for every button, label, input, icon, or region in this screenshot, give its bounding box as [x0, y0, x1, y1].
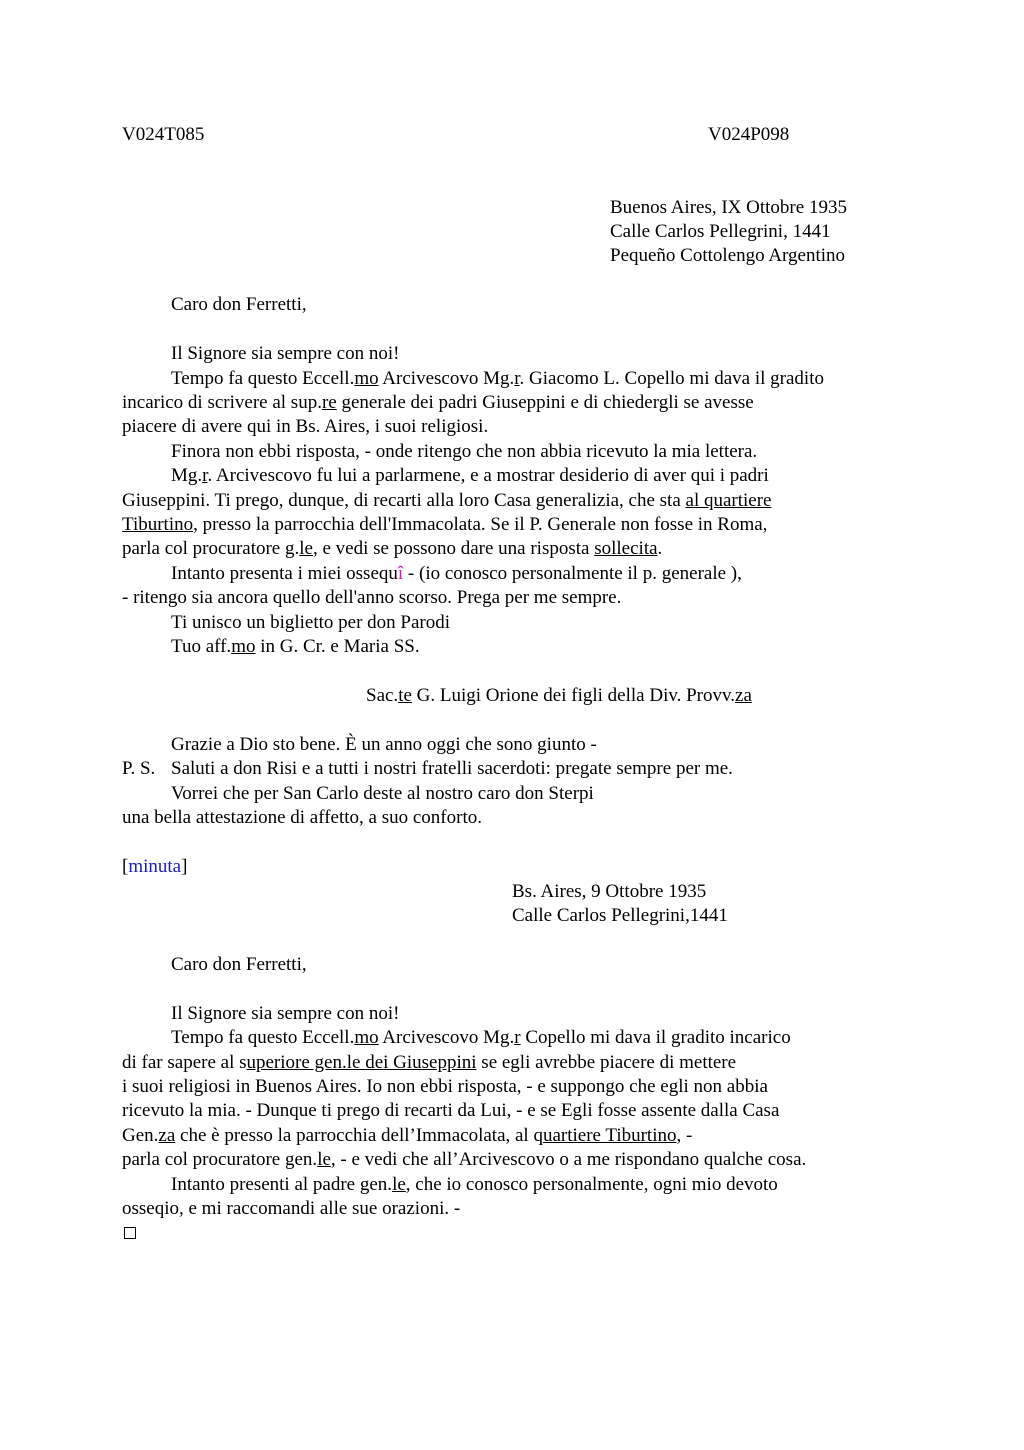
postscript-label: P. S.	[122, 758, 156, 779]
minuta-salutation: Caro don Ferretti,	[171, 954, 307, 975]
letter-postscript-line: Grazie a Dio sto bene. È un anno oggi che sono giunto -	[171, 734, 597, 755]
letter-body-line: Mg.r. Arcivescovo fu lui a parlarmene, e a mostrar desiderio di aver qui i padri	[171, 465, 769, 486]
minuta-greeting: Il Signore sia sempre con noi!	[171, 1003, 400, 1024]
minuta-body-line: osseqio, e mi raccomandi alle sue orazioni. -	[122, 1198, 461, 1219]
letter-salutation: Caro don Ferretti,	[171, 294, 307, 315]
minuta-body-line: Intanto presenti al padre gen.le, che io conosco personalmente, ogni mio devoto	[171, 1174, 778, 1195]
letter-place-date: Buenos Aires, IX Ottobre 1935	[610, 197, 847, 218]
letter-body-line: Tempo fa questo Eccell.mo Arcivescovo Mg.r. Giacomo L. Copello mi dava il gradito	[171, 368, 824, 389]
letter-body-line: Tiburtino, presso la parrocchia dell'Immacolata. Se il P. Generale non fosse in Roma,	[122, 514, 768, 535]
letter-street: Calle Carlos Pellegrini, 1441	[610, 221, 831, 242]
letter-body-line: Ti unisco un biglietto per don Parodi	[171, 612, 451, 633]
letter-greeting: Il Signore sia sempre con noi!	[171, 343, 400, 364]
letter-body-line: parla col procuratore g.le, e vedi se possono dare una risposta sollecita.	[122, 538, 663, 559]
minuta-street: Calle Carlos Pellegrini,1441	[512, 905, 728, 926]
letter-body-line: Intanto presenta i miei ossequî - (io conosco personalmente il p. generale ),	[171, 563, 742, 584]
document-code-right: V024P098	[708, 124, 790, 145]
letter-body-line: piacere di avere qui in Bs. Aires, i suoi religiosi.	[122, 416, 489, 437]
minuta-body-line: Gen.za che è presso la parrocchia dell’Immacolata, al quartiere Tiburtino, -	[122, 1125, 693, 1146]
minuta-body-line: i suoi religiosi in Buenos Aires. Io non ebbi risposta, - e suppongo che egli non abbia	[122, 1076, 768, 1097]
minuta-body-line: parla col procuratore gen.le, - e vedi che all’Arcivescovo o a me rispondano qualche cosa.	[122, 1149, 807, 1170]
minuta-body-line: ricevuto la mia. - Dunque ti prego di recarti da Lui, - e se Egli fosse assente dalla Casa	[122, 1100, 780, 1121]
letter-closing: Tuo aff.mo in G. Cr. e Maria SS.	[171, 636, 420, 657]
minuta-place-date: Bs. Aires, 9 Ottobre 1935	[512, 881, 707, 902]
letter-postscript-line: Saluti a don Risi e a tutti i nostri fratelli sacerdoti: pregate sempre per me.	[171, 758, 733, 779]
letter-body-line: Giuseppini. Ti prego, dunque, di recarti alla loro Casa generalizia, che sta al quartiere	[122, 490, 772, 511]
minuta-label: [minuta]	[122, 856, 188, 877]
letter-body-line: - ritengo sia ancora quello dell'anno scorso. Prega per me sempre.	[122, 587, 622, 608]
end-square-icon	[124, 1227, 136, 1239]
letter-postscript-line: Vorrei che per San Carlo deste al nostro caro don Sterpi	[171, 783, 594, 804]
letter-body-line: Finora non ebbi risposta, - onde ritengo che non abbia ricevuto la mia lettera.	[171, 441, 758, 462]
letter-body-line: incarico di scrivere al sup.re generale dei padri Giuseppini e di chiedergli se avesse	[122, 392, 754, 413]
minuta-body-line: di far sapere al superiore gen.le dei Giuseppini se egli avrebbe piacere di mettere	[122, 1052, 737, 1073]
letter-institution: Pequeño Cottolengo Argentino	[610, 245, 846, 266]
letter-signature: Sac.te G. Luigi Orione dei figli della Div. Provv.za	[366, 685, 752, 706]
minuta-body-line: Tempo fa questo Eccell.mo Arcivescovo Mg.r Copello mi dava il gradito incarico	[171, 1027, 791, 1048]
document-code-left: V024T085	[122, 124, 205, 145]
letter-postscript-line: una bella attestazione di affetto, a suo conforto.	[122, 807, 482, 828]
